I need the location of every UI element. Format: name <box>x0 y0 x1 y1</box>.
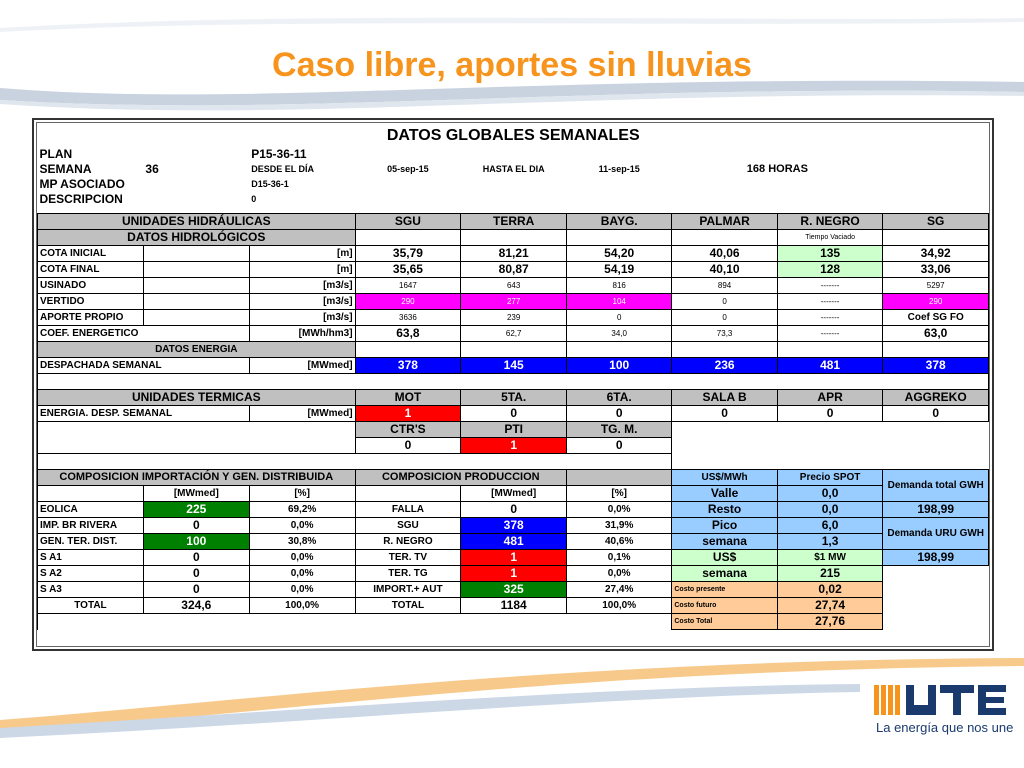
price-value: $1 MW <box>777 550 883 566</box>
precio-spot-label: Precio SPOT <box>777 470 883 486</box>
sheet-heading: DATOS GLOBALES SEMANALES <box>386 126 640 144</box>
price-value: 6,0 <box>777 518 883 534</box>
cell: 277 <box>461 294 567 310</box>
cell: 0 <box>143 566 249 582</box>
cell: 481 <box>777 358 883 374</box>
cell: TER. TV <box>355 550 461 566</box>
cell: 40,10 <box>672 262 777 278</box>
price-label: Pico <box>672 518 777 534</box>
cell: 0 <box>777 406 883 422</box>
cell: 34,0 <box>567 326 672 342</box>
cell: 225 <box>143 502 249 518</box>
cell: 239 <box>461 310 567 326</box>
cell: 100 <box>143 534 249 550</box>
cell: 145 <box>461 358 567 374</box>
col-palmar: PALMAR <box>672 214 777 230</box>
cell: 40,6% <box>567 534 672 550</box>
cell: 34,92 <box>883 246 989 262</box>
row-label: EOLICA <box>38 502 144 518</box>
row-unit: [m] <box>249 262 355 278</box>
horas: 168 HORAS <box>746 163 808 175</box>
cell: 1647 <box>355 278 461 294</box>
cell: 0 <box>143 582 249 598</box>
col-pti: PTI <box>461 422 567 438</box>
table-row <box>38 518 989 534</box>
cell: SGU <box>355 518 461 534</box>
col-sgu: SGU <box>355 214 461 230</box>
cell: 80,87 <box>461 262 567 278</box>
cell: 236 <box>672 358 777 374</box>
row-label: DESPACHADA SEMANAL <box>38 358 250 374</box>
cell: 3636 <box>355 310 461 326</box>
cell: 0,1% <box>567 550 672 566</box>
row-label: VERTIDO <box>38 294 144 310</box>
prod-header: COMPOSICION PRODUCCION <box>355 470 566 486</box>
cell: 0 <box>143 550 249 566</box>
total-label: TOTAL <box>355 598 461 614</box>
cell: 0 <box>672 406 777 422</box>
price-value: 0,0 <box>777 486 883 502</box>
row-label: ENERGIA. DESP. SEMANAL <box>38 406 250 422</box>
row-unit: [MWmed] <box>249 406 355 422</box>
table-row <box>38 406 989 422</box>
semana-value: 36 <box>145 162 159 176</box>
col-terra: TERRA <box>461 214 567 230</box>
import-header: COMPOSICION IMPORTACIÓN Y GEN. DISTRIBUIDA <box>38 470 356 486</box>
cell: 27,4% <box>567 582 672 598</box>
cell: 1184 <box>461 598 567 614</box>
cell: 54,19 <box>567 262 672 278</box>
row-unit: [m3/s] <box>249 294 355 310</box>
cost-value: 0,02 <box>777 582 883 598</box>
cell: 0,0% <box>249 566 355 582</box>
row-unit: [MWmed] <box>249 358 355 374</box>
cell: 128 <box>777 262 883 278</box>
mp-label: MP ASOCIADO <box>39 177 125 191</box>
cell: FALLA <box>355 502 461 518</box>
plan-label: PLAN <box>39 147 73 161</box>
demanda-uru-label: Demanda URU GWH <box>883 518 989 550</box>
footer-swoosh <box>0 640 1024 768</box>
table-row <box>38 358 989 374</box>
col-salab: SALA B <box>672 390 777 406</box>
cell: 104 <box>567 294 672 310</box>
mp-value: D15-36-1 <box>251 179 289 189</box>
cost-label: Costo presente <box>672 582 777 598</box>
desc-value: 0 <box>251 194 257 204</box>
demanda-uru-value: 198,99 <box>883 550 989 566</box>
cell: 100,0% <box>567 598 672 614</box>
col-bayg: BAYG. <box>567 214 672 230</box>
col-ctrs: CTR'S <box>355 422 461 438</box>
price-label: Valle <box>672 486 777 502</box>
cost-label: Costo Total <box>672 614 777 630</box>
row-unit: [m3/s] <box>249 310 355 326</box>
semana-label: SEMANA <box>39 162 92 176</box>
row-label: S A1 <box>38 550 144 566</box>
cell: 63,0 <box>883 326 989 342</box>
cell: 69,2% <box>249 502 355 518</box>
row-label: COTA INICIAL <box>38 246 144 262</box>
cell: 73,3 <box>672 326 777 342</box>
cell: 0,0% <box>249 550 355 566</box>
cell: 325 <box>461 582 567 598</box>
cell: 0 <box>461 406 567 422</box>
row-label: COEF. ENERGETICO <box>38 326 250 342</box>
hidro-header: UNIDADES HIDRÁULICAS <box>38 214 356 230</box>
price-label: US$ <box>672 550 777 566</box>
cell: 1 <box>461 566 567 582</box>
cost-label: Costo futuro <box>672 598 777 614</box>
col-apr: APR <box>777 390 883 406</box>
cell: ------- <box>777 294 883 310</box>
row-unit: [MWh/hm3] <box>249 326 355 342</box>
col-tgm: TG. M. <box>567 422 672 438</box>
cell: ------- <box>777 326 883 342</box>
cell: 1 <box>461 438 567 454</box>
cell: 63,8 <box>355 326 461 342</box>
cell: 1 <box>461 550 567 566</box>
table-row <box>38 550 989 566</box>
row-unit: [m] <box>249 246 355 262</box>
row-label: IMP. BR RIVERA <box>38 518 144 534</box>
cell: 481 <box>461 534 567 550</box>
cell: 30,8% <box>249 534 355 550</box>
table-row <box>38 582 989 598</box>
cell: 0 <box>672 310 777 326</box>
price-label: Resto <box>672 502 777 518</box>
demanda-total-value: 198,99 <box>883 502 989 518</box>
cell: 62,7 <box>461 326 567 342</box>
col-mot: MOT <box>355 390 461 406</box>
cell: 54,20 <box>567 246 672 262</box>
cell: Coef SG FO <box>883 310 989 326</box>
table-row <box>38 326 989 342</box>
cell: R. NEGRO <box>355 534 461 550</box>
price-label: semana <box>672 534 777 550</box>
cell: 324,6 <box>143 598 249 614</box>
table-row <box>38 310 989 326</box>
plan-value: P15-36-11 <box>251 147 307 161</box>
table-row <box>38 278 989 294</box>
cell: 0 <box>567 406 672 422</box>
table-row <box>38 502 989 518</box>
cell: 0 <box>567 310 672 326</box>
termo-header: UNIDADES TERMICAS <box>38 390 356 406</box>
unit-mwmed: [MWmed] <box>461 486 567 502</box>
cell: 0,0% <box>249 518 355 534</box>
cell: 0 <box>567 438 672 454</box>
usd-mwh-label: US$/MWh <box>672 470 777 486</box>
total-label: TOTAL <box>38 598 144 614</box>
tiempo-vaciado: Tiempo Vaciado <box>777 230 883 246</box>
cell: 290 <box>355 294 461 310</box>
cell: ------- <box>777 310 883 326</box>
cell: ------- <box>777 278 883 294</box>
cell: 1 <box>355 406 461 422</box>
col-5ta: 5TA. <box>461 390 567 406</box>
cell: 643 <box>461 278 567 294</box>
cell: 0 <box>461 502 567 518</box>
cell: 100 <box>567 358 672 374</box>
cell: 290 <box>883 294 989 310</box>
cell: 135 <box>777 246 883 262</box>
table-row <box>38 294 989 310</box>
cell: 40,06 <box>672 246 777 262</box>
price-value: 1,3 <box>777 534 883 550</box>
cell: 5297 <box>883 278 989 294</box>
col-6ta: 6TA. <box>567 390 672 406</box>
cell: 378 <box>461 518 567 534</box>
row-label: S A2 <box>38 566 144 582</box>
datos-hidro-label: DATOS HIDROLÓGICOS <box>38 230 356 246</box>
cell: 0,0% <box>249 582 355 598</box>
cost-value: 27,76 <box>777 614 883 630</box>
unit-pct: [%] <box>567 486 672 502</box>
cell: 0 <box>143 518 249 534</box>
cell: 31,9% <box>567 518 672 534</box>
cell: TER. TG <box>355 566 461 582</box>
cell: 0 <box>883 406 989 422</box>
cell: 81,21 <box>461 246 567 262</box>
row-label: S A3 <box>38 582 144 598</box>
col-aggreko: AGGREKO <box>883 390 989 406</box>
table-row <box>38 534 989 550</box>
hasta-value: 11-sep-15 <box>598 164 640 174</box>
row-unit: [m3/s] <box>249 278 355 294</box>
row-label: APORTE PROPIO <box>38 310 144 326</box>
price-value: 215 <box>777 566 883 582</box>
table-row <box>38 566 989 582</box>
cell: 0,0% <box>567 566 672 582</box>
col-sg: SG <box>883 214 989 230</box>
cell: 0 <box>355 438 461 454</box>
row-label: USINADO <box>38 278 144 294</box>
cost-value: 27,74 <box>777 598 883 614</box>
table-row <box>38 598 989 614</box>
cell: IMPORT.+ AUT <box>355 582 461 598</box>
price-value: 0,0 <box>777 502 883 518</box>
row-label: COTA FINAL <box>38 262 144 278</box>
cell: 0,0% <box>567 502 672 518</box>
unit-mwmed: [MWmed] <box>143 486 249 502</box>
cell: 816 <box>567 278 672 294</box>
cell: 0 <box>672 294 777 310</box>
cell: 100,0% <box>249 598 355 614</box>
datos-energia-label: DATOS ENERGIA <box>38 342 356 358</box>
col-rnegro: R. NEGRO <box>777 214 883 230</box>
desde-value: 05-sep-15 <box>387 164 429 174</box>
page-title: Caso libre, aportes sin lluvias <box>272 46 752 84</box>
cell: 894 <box>672 278 777 294</box>
row-label: GEN. TER. DIST. <box>38 534 144 550</box>
cell: 35,79 <box>355 246 461 262</box>
hasta-label: HASTA EL DIA <box>482 164 545 174</box>
unit-pct: [%] <box>249 486 355 502</box>
cell: 378 <box>883 358 989 374</box>
desde-label: DESDE EL DÍA <box>251 164 315 174</box>
demanda-total-label: Demanda total GWH <box>883 470 989 502</box>
data-sheet <box>32 118 994 651</box>
cell: 378 <box>355 358 461 374</box>
logo-tagline: La energía que nos une <box>876 720 1014 735</box>
ute-logo <box>874 683 1006 717</box>
desc-label: DESCRIPCION <box>39 192 123 206</box>
table-row <box>38 246 989 262</box>
cell: 33,06 <box>883 262 989 278</box>
cell: 35,65 <box>355 262 461 278</box>
price-label: semana <box>672 566 777 582</box>
table-row <box>38 262 989 278</box>
weekly-data-table <box>37 123 989 630</box>
